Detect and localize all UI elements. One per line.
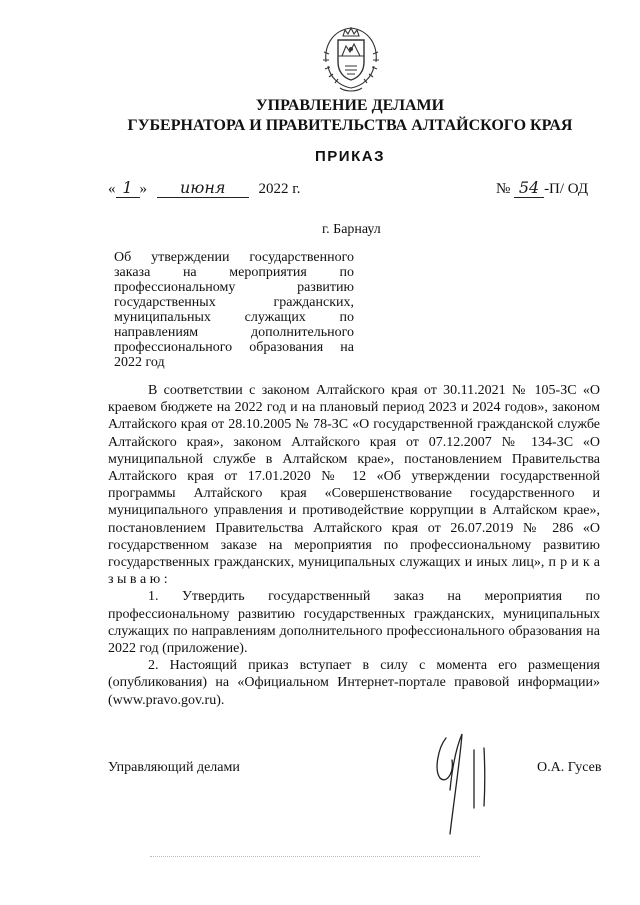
body-preamble: В соответствии с законом Алтайского края от 30.11.2021 № 105-ЗС «О краевом бюджете на 2022 год и на плановый период 2023 и 2024 годов», законом Алтайского края от 28.10.2005 № 78-ЗС «О государственной гражданской службе Алтайского края», законом Алтайского края от 07.12.2007 № 134-ЗС «О муниципальной службе в Алтайском крае», постановлением Правительства Алтайского края от 17.01.2020 № 12 «Об утверждении государственной программы Алтайского края «Совершенствование государственного и муниципального управления и противодействие коррупции в Алтайском крае», постановлением Правительства Алтайского края от 26.07.2019 № 286 «О государственном заказе на мероприятия по профессиональному развитию государственных гражданских, муниципальных служащих и иных лиц», п р и к а з ы в а ю : xyxy=(108,383,600,588)
body-item-2: 2. Настоящий приказ вступает в силу с момента его размещения (опубликования) на «Официальном Интернет-портале правовой информации» (www.pravo.gov.ru). xyxy=(108,658,600,708)
signature-icon xyxy=(424,730,500,840)
document-subject: Об утверждении государственного заказа на мероприятия по профессиональному развитию государственных гражданских, муниципальных служащих по направлениям дополнительного профессионального образования на 2022 год xyxy=(114,250,354,370)
number-field xyxy=(514,180,544,198)
organization-name-line2: ГУБЕРНАТОРА И ПРАВИТЕЛЬСТВА АЛТАЙСКОГО КРАЯ xyxy=(127,117,573,134)
document-type-title: ПРИКАЗ xyxy=(315,148,385,165)
number-prefix: № xyxy=(496,181,511,197)
date-year: 2022 г. xyxy=(258,181,301,197)
signer-title: Управляющий делами xyxy=(108,760,240,775)
coat-of-arms-icon xyxy=(318,22,384,94)
number-handwritten: 54 xyxy=(518,178,540,197)
date-day-field xyxy=(116,180,140,198)
date-month-handwritten: июня xyxy=(179,178,226,197)
document-body xyxy=(108,382,600,709)
number-suffix: -П/ ОД xyxy=(544,181,589,197)
date-month-field xyxy=(157,180,249,198)
date-close-quote: » xyxy=(139,181,147,197)
signer-name: О.А. Гусев xyxy=(537,760,602,775)
organization-name-line1: УПРАВЛЕНИЕ ДЕЛАМИ xyxy=(255,97,445,114)
city: г. Барнаул xyxy=(322,222,381,237)
body-item-1: 1. Утвердить государственный заказ на мероприятия по профессиональному развитию государственных гражданских, муниципальных служащих по направлениям дополнительного профессионального образования на 2022 год (приложение). xyxy=(108,589,600,657)
document-date xyxy=(108,180,300,198)
document-number xyxy=(496,180,588,198)
date-day-handwritten: 1 xyxy=(122,178,133,197)
date-open-quote: « xyxy=(108,181,116,197)
page-divider xyxy=(150,856,480,857)
